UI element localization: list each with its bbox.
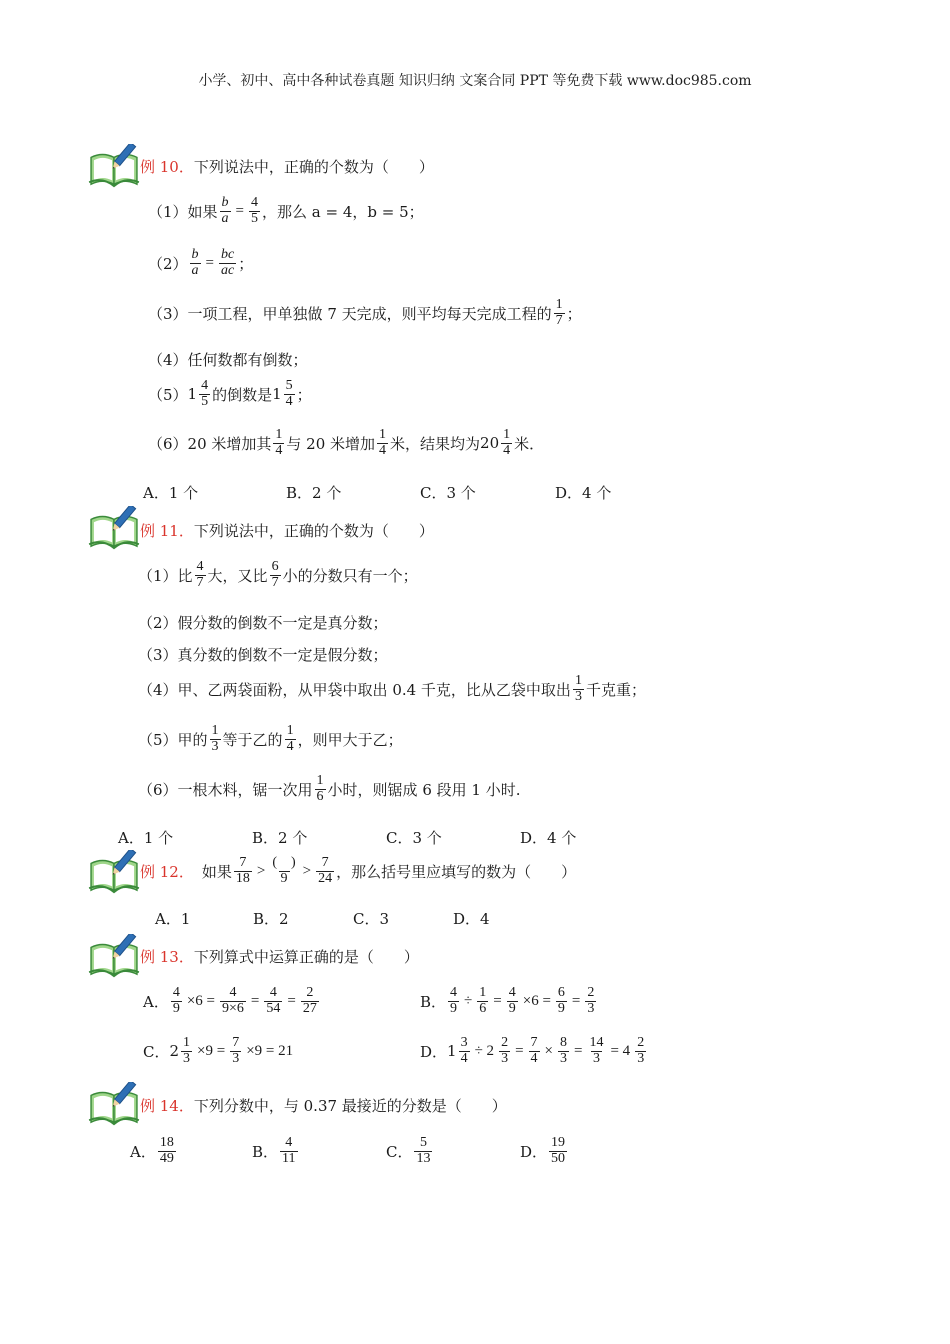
ex13-option-c[interactable]: C． 2 $\frac{1}{3}$ ×9 = $\frac{7}{3}$ ×9 = 21 (143, 1035, 294, 1066)
fraction: $\frac{1}{4}$ (379, 427, 387, 458)
fraction: $\frac{2}{3}$ (637, 1035, 645, 1066)
fraction: $\frac{6}{7}$ (271, 559, 279, 590)
fraction-blank: $\frac{( )}{9}$ (272, 855, 296, 886)
fraction: $\frac{4}{7}$ (196, 559, 204, 590)
fraction: $\frac{4}{54}$ (266, 985, 281, 1016)
ex12-option-c[interactable]: C．3 (353, 910, 390, 928)
fraction: $\frac{b}{a}$ (221, 195, 229, 226)
ex11-item-4: （4）甲、乙两袋面粉，从甲袋中取出 0.4 千克，比从乙袋中取出 $\frac{1}{3}$ 千克重； (138, 673, 646, 704)
fraction: $\frac{4}{5}$ (201, 378, 209, 409)
fraction: $\frac{7}{3}$ (232, 1035, 240, 1066)
ex10-option-c[interactable]: C．3 个 (420, 484, 476, 502)
fraction: $\frac{b}{a}$ (191, 247, 199, 278)
book-pencil-icon (86, 850, 142, 894)
ex10-option-d[interactable]: D．4 个 (555, 484, 612, 502)
fraction: $\frac{4}{9}$ (450, 985, 458, 1016)
ex11-item-3: （3）真分数的倒数不一定是假分数； (138, 646, 388, 664)
fraction: $\frac{7}{4}$ (530, 1035, 538, 1066)
ex13-label: 例 13． (140, 948, 194, 966)
ex11-item-6: （6）一根木料，锯一次用 $\frac{1}{6}$ 小时，则锯成 6 段用 1 小时. (138, 773, 521, 804)
fraction: $\frac{7}{24}$ (318, 855, 333, 886)
fraction: $\frac{2}{3}$ (587, 985, 595, 1016)
page-header: 小学、初中、高中各种试卷真题 知识归纳 文案合同 PPT 等免费下载 www.doc985.com (198, 73, 752, 89)
ex10-stem: 下列说法中，正确的个数为（ ） (193, 158, 434, 176)
ex14-stem: 下列分数中，与 0.37 最接近的分数是（ ） (193, 1097, 507, 1115)
fraction: $\frac{8}{3}$ (560, 1035, 567, 1066)
fraction: $\frac{4}{11}$ (282, 1135, 296, 1166)
ex12-title: 例 12． 如果 $\frac{7}{18}$ > $\frac{( )}{9}$ > $\frac{7}{24}$ ，那么括号里应填写的数为（ ） (140, 855, 577, 886)
ex13-stem: 下列算式中运算正确的是（ ） (193, 948, 419, 966)
ex13-option-b[interactable]: B． $\frac{4}{9}$ ÷ $\frac{1}{6}$ = $\frac{4}{9}$ ×6 = $\frac{6}{9}$ = $\frac{2}{3}$ (420, 985, 595, 1016)
ex13-option-d[interactable]: D． 1 $\frac{3}{4}$ ÷ 2 $\frac{2}{3}$ = $\frac{7}{4}$ × $\frac{8}{3}$ = $\frac{14}{3}$ = 4 $\frac{2}{3}$ (420, 1035, 645, 1066)
ex13-option-a[interactable]: A． $\frac{4}{9}$ ×6 = $\frac{4}{9\times 6}$ = $\frac{4}{54}$ = $\frac{2}{27}$ (143, 985, 317, 1016)
fraction: $\frac{1}{6}$ (316, 773, 324, 804)
ex10-item-5: （5） 1 $\frac{4}{5}$ 的倒数是 1 $\frac{5}{4}$ ； (148, 378, 312, 409)
fraction: $\frac{6}{9}$ (557, 985, 565, 1016)
fraction: $\frac{7}{18}$ (235, 855, 250, 886)
fraction: $\frac{1}{3}$ (211, 723, 219, 754)
ex12-option-d[interactable]: D．4 (453, 910, 490, 928)
fraction: $\frac{4}{5}$ (251, 195, 259, 226)
ex10-option-b[interactable]: B．2 个 (286, 484, 342, 502)
ex11-title (140, 520, 434, 541)
ex14-option-a[interactable]: A． $\frac{18}{49}$ (130, 1135, 174, 1166)
book-pencil-icon (86, 144, 142, 188)
ex14-title (140, 1095, 507, 1116)
ex11-item-2: （2）假分数的倒数不一定是真分数； (138, 614, 388, 632)
ex11-item-1: （1）比 $\frac{4}{7}$ 大，又比 $\frac{6}{7}$ 小的分数只有一个； (138, 559, 418, 590)
ex10-item-3: （3）一项工程，甲单独做 7 天完成，则平均每天完成工程的 $\frac{1}{7}$ ； (148, 297, 582, 328)
fraction: $\frac{1}{7}$ (555, 297, 563, 328)
fraction: $\frac{14}{3}$ (589, 1035, 604, 1066)
fraction: $\frac{1}{4}$ (503, 427, 511, 458)
ex11-item-5: （5）甲的 $\frac{1}{3}$ 等于乙的 $\frac{1}{4}$ ，则甲大于乙； (138, 723, 403, 754)
ex10-item-1: （1）如果 $\frac{b}{a}$ = $\frac{4}{5}$ ，那么 a = 4，b = 5； (148, 195, 424, 226)
book-pencil-icon (86, 506, 142, 550)
ex11-label: 例 11． (140, 522, 194, 540)
fraction: $\frac{5}{13}$ (416, 1135, 431, 1166)
ex10-item-4: （4）任何数都有倒数； (148, 351, 308, 369)
ex13-title (140, 946, 419, 967)
ex11-option-d[interactable]: D．4 个 (520, 829, 577, 847)
fraction: $\frac{19}{50}$ (551, 1135, 566, 1166)
fraction: $\frac{4}{9}$ (172, 985, 180, 1016)
ex12-option-a[interactable]: A．1 (155, 910, 191, 928)
fraction: $\frac{1}{3}$ (574, 673, 582, 704)
fraction: $\frac{1}{4}$ (275, 427, 283, 458)
ex14-option-b[interactable]: B． $\frac{4}{11}$ (252, 1135, 296, 1166)
ex11-option-c[interactable]: C．3 个 (386, 829, 442, 847)
fraction: $\frac{1}{4}$ (286, 723, 294, 754)
ex10-option-a[interactable]: A．1 个 (143, 484, 199, 502)
fraction: $\frac{2}{3}$ (501, 1035, 509, 1066)
fraction: $\frac{4}{9}$ (508, 985, 516, 1016)
ex10-item-2: （2） $\frac{b}{a}$ = $\frac{bc}{ac}$ ； (148, 247, 254, 278)
fraction: $\frac{3}{4}$ (460, 1035, 468, 1066)
fraction: $\frac{2}{27}$ (302, 985, 317, 1016)
ex10-label: 例 10． (140, 158, 194, 176)
ex10-title (140, 156, 434, 177)
ex14-label: 例 14． (140, 1097, 194, 1115)
fraction: $\frac{4}{9\times 6}$ (222, 985, 244, 1016)
ex11-stem: 下列说法中，正确的个数为（ ） (193, 522, 434, 540)
ex12-option-b[interactable]: B．2 (253, 910, 289, 928)
fraction: $\frac{bc}{ac}$ (221, 247, 235, 278)
ex14-option-c[interactable]: C． $\frac{5}{13}$ (386, 1135, 431, 1166)
ex11-option-a[interactable]: A．1 个 (118, 829, 174, 847)
book-pencil-icon (86, 934, 142, 978)
fraction: $\frac{18}{49}$ (159, 1135, 174, 1166)
ex14-option-d[interactable]: D． $\frac{19}{50}$ (520, 1135, 566, 1166)
book-pencil-icon (86, 1082, 142, 1126)
ex12-label: 例 12． (140, 862, 194, 881)
ex10-item-6: （6）20 米增加其 $\frac{1}{4}$ 与 20 米增加 $\frac{1}{4}$ 米，结果均为 20 $\frac{1}{4}$ 米． (148, 427, 545, 458)
ex11-option-b[interactable]: B．2 个 (252, 829, 308, 847)
fraction: $\frac{1}{3}$ (183, 1035, 191, 1066)
fraction: $\frac{5}{4}$ (285, 378, 293, 409)
fraction: $\frac{1}{6}$ (479, 985, 487, 1016)
